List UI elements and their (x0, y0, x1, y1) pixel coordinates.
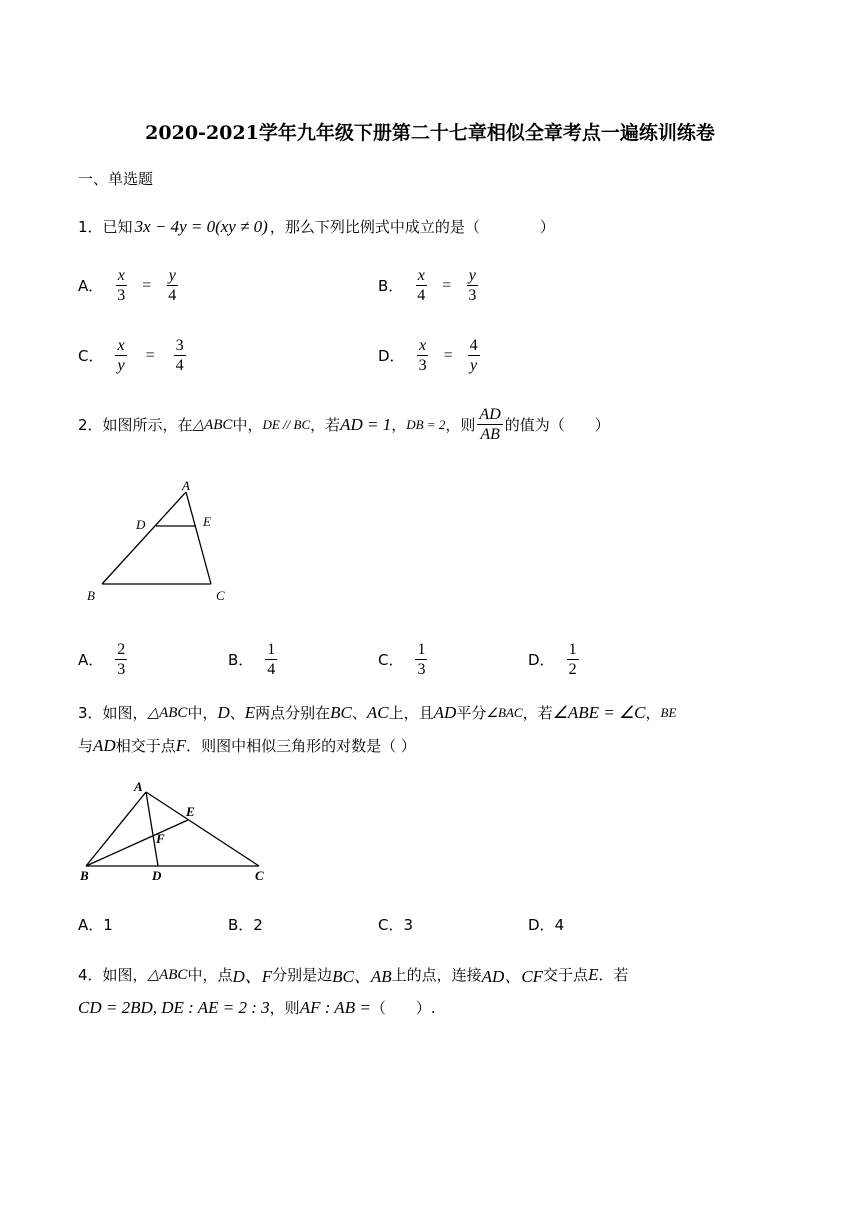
fraction (115, 640, 127, 679)
point-label-e: E (203, 514, 211, 529)
parallel-condition: DE // BC (262, 416, 311, 432)
triangle-symbol: △ABC (147, 705, 188, 721)
point-f: F (175, 735, 187, 755)
question-text: ．则图中相似三角形的对数是（ ） (186, 737, 416, 755)
option-label: B． (228, 916, 254, 934)
side-ac (146, 792, 259, 866)
triangle-symbol: △ABC (147, 967, 188, 983)
option-b (228, 640, 279, 679)
numerator: x (117, 337, 125, 354)
question-text: 如图， (102, 966, 148, 984)
question-text: 交于点 (543, 966, 589, 984)
question-1 (78, 216, 555, 237)
option-c (378, 640, 429, 679)
separator: 、 (351, 704, 367, 722)
fraction (174, 336, 186, 375)
point-label-b: B (80, 868, 89, 883)
side-ab (86, 792, 146, 866)
option-d: D． $\frac{x}{3}$ = $\frac{4}{y}$ (378, 337, 478, 374)
point-label-f: F (156, 831, 165, 846)
point-label-e: E (186, 804, 195, 819)
option-label: B． (228, 651, 254, 669)
triangle-figure-q2 (80, 474, 240, 609)
option-c (378, 914, 413, 935)
point-e: E (244, 702, 256, 722)
denominator: 4 (267, 661, 276, 678)
option-c: C． $\frac{x}{y}$ = $\frac{3}{4}$ (78, 337, 184, 374)
point-e: E (588, 964, 599, 984)
question-text: （ ）. (370, 999, 436, 1017)
side-bc: BC (330, 702, 352, 722)
numerator: 1 (267, 641, 276, 658)
fraction (415, 640, 427, 679)
condition: AD = 1 (340, 414, 392, 434)
numerator: 1 (568, 641, 577, 658)
denominator: y (470, 357, 478, 374)
question-text: 与 (78, 737, 94, 755)
question-text: 中， (187, 704, 218, 722)
question-text: ，若 (522, 704, 553, 722)
section-heading: 一、单选题 (78, 170, 154, 188)
point-label-c: C (216, 588, 225, 603)
fraction (417, 336, 429, 375)
option-label: A． (78, 651, 104, 669)
sides: BC、AB (332, 967, 392, 986)
option-a: A． $\frac{x}{3}$ = $\frac{y}{4}$ (78, 267, 177, 304)
point-d: D (217, 702, 230, 722)
numerator: y (168, 267, 176, 284)
question-number: 4． (78, 966, 103, 984)
segment-ad: AD (93, 735, 116, 755)
question-text: 相交于点 (115, 737, 176, 755)
question-3-line-2 (78, 735, 416, 756)
denominator: 3 (117, 287, 126, 304)
triangle-figure-q3 (76, 778, 276, 884)
question-text: ， (391, 416, 407, 434)
option-d (528, 640, 581, 679)
point-label-a: A (182, 478, 190, 493)
option-value: 1 (103, 916, 113, 934)
option-label: C． (378, 916, 404, 934)
option-a (78, 640, 129, 679)
question-number: 2． (78, 416, 103, 434)
denominator: 2 (568, 661, 577, 678)
question-text: 已知 (102, 218, 133, 236)
question-text: 两点分别在 (255, 704, 331, 722)
numerator: 4 (469, 337, 478, 354)
denominator: 3 (117, 661, 126, 678)
option-value: 2 (253, 916, 263, 934)
equation: 3x − 4y = 0(xy ≠ 0) (134, 216, 268, 236)
segments: AD、CF (481, 967, 544, 986)
option-label: D． (528, 651, 555, 669)
question-2 (78, 405, 610, 444)
option-a (78, 914, 113, 935)
option-value: 3 (403, 916, 414, 934)
numerator: 1 (417, 641, 426, 658)
segment-ad (146, 792, 158, 866)
fraction (166, 266, 178, 305)
question-text: 分别是边 (272, 966, 333, 984)
question-text: 如图， (102, 704, 148, 722)
numerator: x (117, 267, 125, 284)
denominator: 3 (417, 661, 426, 678)
side-ac: AC (366, 702, 389, 722)
question-text: 的值为（ ） (504, 416, 610, 434)
point-label-b: B (87, 588, 95, 603)
condition: ∠ABE = ∠C (552, 702, 646, 722)
condition: CD = 2BD, DE : AE = 2 : 3 (78, 997, 270, 1017)
option-b: B． $\frac{x}{4}$ = $\frac{y}{3}$ (378, 267, 477, 304)
numerator: 3 (175, 337, 184, 354)
angle: ∠BAC (486, 704, 523, 720)
denominator: 4 (417, 287, 426, 304)
fraction (567, 640, 579, 679)
question-text: ，那么下列比例式中成立的是（ ） (269, 218, 555, 236)
denominator: 4 (175, 357, 184, 374)
question-text: ，则 (269, 999, 300, 1017)
option-d (528, 914, 564, 935)
question-text: 平分 (456, 704, 487, 722)
question-text: ， (645, 704, 661, 722)
ratio-question: AF : AB = (299, 997, 371, 1017)
segment-ad: AD (433, 702, 457, 722)
segment-be: BE (660, 704, 677, 720)
fraction (115, 336, 126, 375)
separator: 、 (229, 704, 245, 722)
point-label-d: D (152, 868, 162, 883)
question-text: 上，且 (388, 704, 434, 722)
question-number: 3． (78, 704, 103, 722)
side-ab (102, 492, 186, 584)
numerator: 2 (117, 641, 126, 658)
question-text: ，则 (445, 416, 476, 434)
fraction (265, 640, 277, 679)
fraction (468, 336, 480, 375)
denominator: 3 (418, 357, 427, 374)
denominator: 3 (468, 287, 477, 304)
point-label-c: C (255, 868, 264, 883)
page-title: 2020-2021学年九年级下册第二十七章相似全章考点一遍练训练卷 (145, 122, 715, 144)
condition: DB = 2 (406, 416, 446, 432)
question-4-line-2 (78, 997, 436, 1018)
question-text: ，若 (310, 416, 341, 434)
option-label: A． (78, 277, 104, 295)
numerator: x (419, 337, 427, 354)
numerator: y (468, 267, 476, 284)
question-text: 中， (232, 416, 263, 434)
fraction (115, 266, 127, 305)
fraction (466, 266, 478, 305)
option-label: C． (78, 347, 104, 365)
option-value: 4 (554, 916, 565, 934)
question-text: 上的点，连接 (391, 966, 482, 984)
triangle-symbol: △ABC (192, 417, 233, 433)
denominator: y (117, 357, 125, 374)
denominator: AB (480, 426, 500, 443)
side-ac (186, 492, 211, 584)
numerator: AD (479, 406, 501, 423)
point-label-a: A (134, 779, 143, 794)
point-label-d: D (136, 517, 146, 532)
question-text: 中，点 (187, 966, 233, 984)
question-text: 如图所示，在 (102, 416, 193, 434)
denominator: 4 (168, 287, 177, 304)
question-number: 1． (78, 218, 103, 236)
option-b (228, 914, 263, 935)
option-label: A． (78, 916, 104, 934)
option-label: B． (378, 277, 404, 295)
option-label: C． (378, 651, 404, 669)
fraction (477, 405, 502, 444)
numerator: x (417, 267, 425, 284)
option-label: D． (378, 347, 405, 365)
question-text: ．若 (598, 966, 629, 984)
points: D、F (232, 967, 273, 986)
fraction (415, 266, 427, 305)
question-4-line-1 (78, 962, 628, 987)
segment-be (86, 820, 188, 866)
option-label: D． (528, 916, 555, 934)
question-3-line-1 (78, 702, 676, 723)
